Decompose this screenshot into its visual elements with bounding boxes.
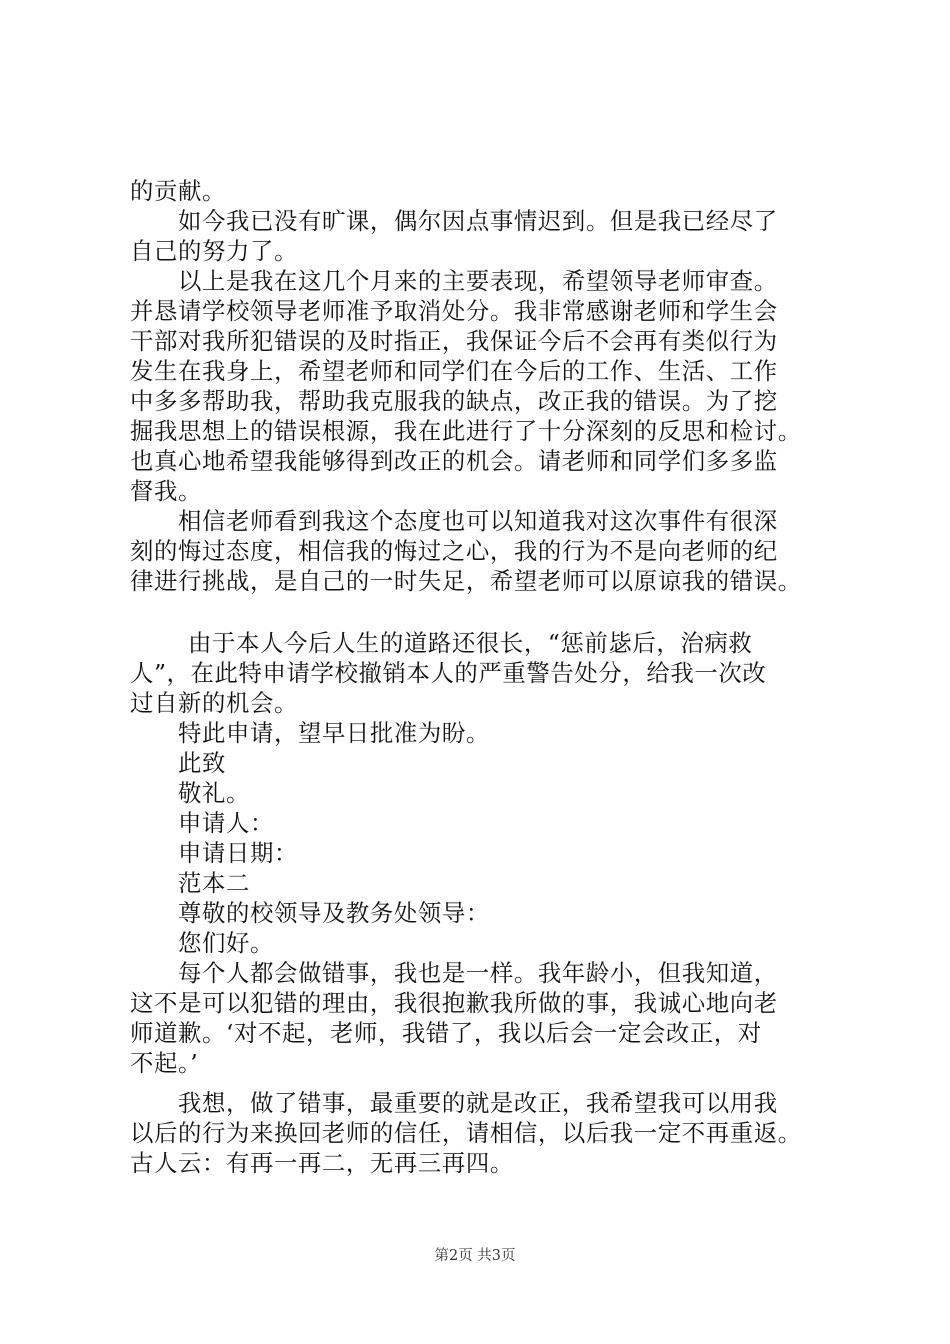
text-line: 刻的悔过态度，相信我的悔过之心，我的行为不是向老师的纪 (130, 537, 778, 565)
text-line: 发生在我身上，希望老师和同学们在今后的工作、生活、工作 (130, 357, 778, 385)
text-line: 如今我已没有旷课，偶尔因点事情迟到。但是我已经尽了 (178, 207, 778, 235)
text-line: 师道歉。‘对不起，老师，我错了，我以后会一定会改正，对 (130, 1019, 762, 1047)
text-line: 相信老师看到我这个态度也可以知道我对这次事件有很深 (178, 507, 778, 535)
text-line: 不起。’ (130, 1049, 199, 1077)
text-line: 这不是可以犯错的理由，我很抱歉我所做的事，我诚心地向老 (130, 989, 778, 1017)
text-line: 督我。 (130, 477, 202, 505)
text-line: 并恳请学校领导老师准予取消处分。我非常感谢老师和学生会 (130, 297, 778, 325)
text-line: 律进行挑战，是自己的一时失足，希望老师可以原谅我的错误。 (130, 567, 802, 595)
text-line: 过自新的机会。 (130, 689, 298, 717)
text-line: 您们好。 (178, 929, 274, 957)
text-line: 以后的行为来换回老师的信任，请相信，以后我一定不再重返。 (130, 1119, 802, 1147)
text-line: 特此申请，望早日批准为盼。 (178, 719, 490, 747)
text-line: 此致 (178, 749, 226, 777)
text-line: 自己的努力了。 (130, 237, 298, 265)
text-line: 以上是我在这几个月来的主要表现，希望领导老师审查。 (178, 267, 778, 295)
text-line: 古人云：有再一再二，无再三再四。 (130, 1149, 514, 1177)
text-line: 尊敬的校领导及教务处领导： (178, 899, 490, 927)
text-line: 范本二 (178, 869, 250, 897)
text-line: 申请人： (178, 809, 274, 837)
text-line: 申请日期： (178, 839, 298, 867)
text-line: 干部对我所犯错误的及时指正，我保证今后不会再有类似行为 (130, 327, 778, 355)
page-number-footer: 第2页 共3页 (434, 1248, 516, 1264)
text-line: 由于本人今后人生的道路还很长，“惩前毖后，治病救 (188, 629, 753, 657)
text-line: 人”，在此特申请学校撤销本人的严重警告处分，给我一次改 (130, 659, 767, 687)
text-line: 中多多帮助我，帮助我克服我的缺点，改正我的错误。为了挖 (130, 387, 778, 415)
text-line: 掘我思想上的错误根源，我在此进行了十分深刻的反思和检讨。 (130, 417, 802, 445)
text-line: 我想，做了错事，最重要的就是改正，我希望我可以用我 (178, 1089, 778, 1117)
text-line: 的贡献。 (130, 177, 226, 205)
text-line: 敬礼。 (178, 779, 250, 807)
text-line: 也真心地希望我能够得到改正的机会。请老师和同学们多多监 (130, 447, 778, 475)
text-line: 每个人都会做错事，我也是一样。我年龄小，但我知道， (178, 959, 778, 987)
